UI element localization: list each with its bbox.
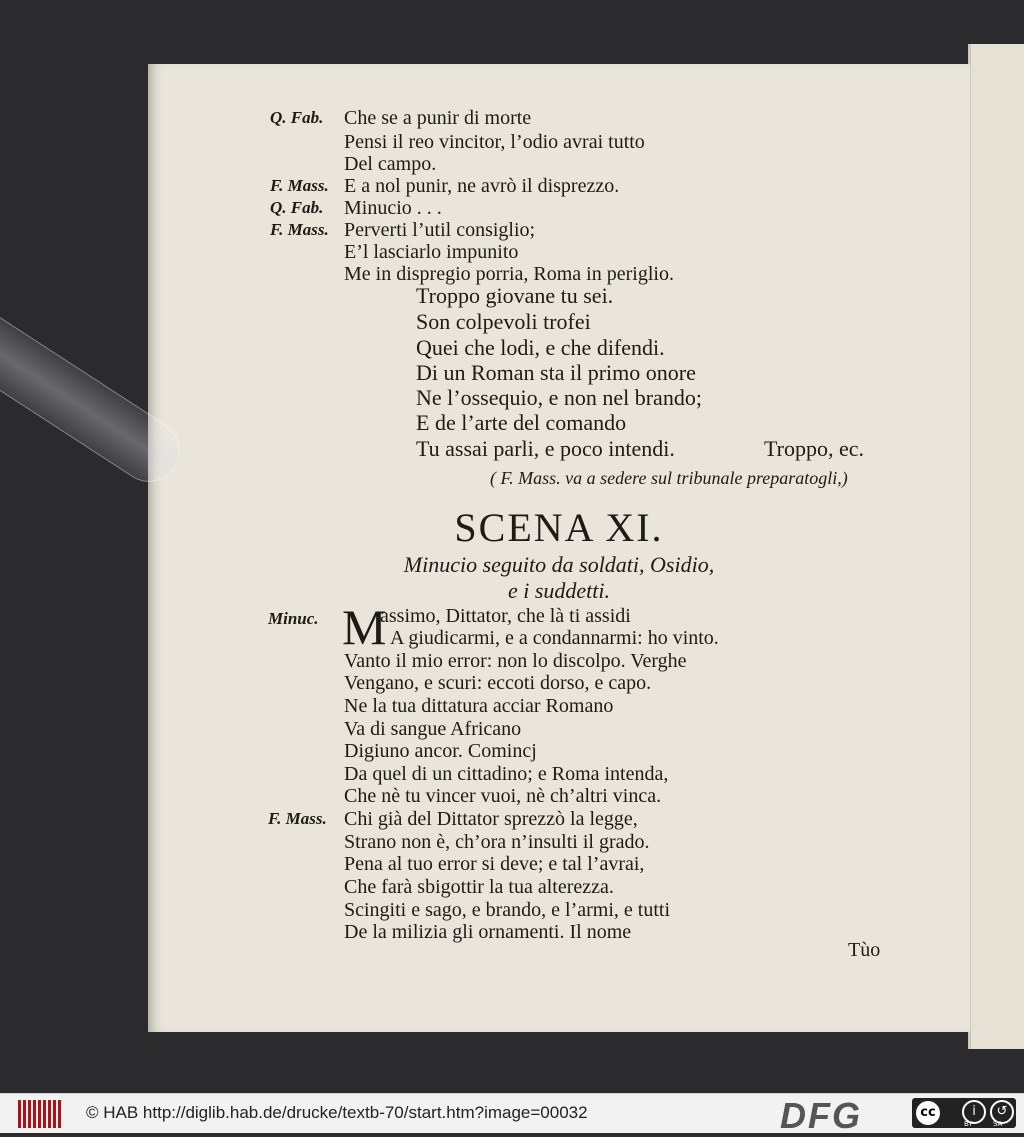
verse-line: Da quel di un cittadino; e Roma intenda, [344, 763, 669, 785]
sa-icon: ↺ [990, 1100, 1014, 1124]
verse-line: Perverti l’util consiglio; [344, 219, 536, 241]
verse-line: Ne la tua dittatura acciar Romano [344, 695, 614, 717]
verse-line: Pensi il reo vincitor, l’odio avrai tutto [344, 131, 645, 153]
adjacent-page-edge [968, 44, 1024, 1049]
by-label: BY [964, 1120, 973, 1128]
verse-line: De la milizia gli ornamenti. Il nome [344, 921, 632, 943]
aria-line: Di un Roman sta il primo onore [416, 360, 696, 385]
footer-bar [0, 1093, 1024, 1136]
verse-line: Digiuno ancor. Comincj [344, 740, 537, 762]
catchword: Tùo [848, 939, 881, 961]
speaker-label: Q. Fab. [270, 198, 324, 217]
aria-line: Quei che lodi, e che difendi. [416, 335, 665, 360]
verse-line: Vanto il mio error: non lo discolpo. Verghe [344, 650, 687, 672]
scene-subtitle: Minucio seguito da soldati, Osidio, [403, 552, 715, 577]
aria-line: Son colpevoli trofei [416, 309, 591, 334]
aria-repeat: Troppo, ec. [764, 436, 865, 461]
aria-line: Tu assai parli, e poco intendi. [416, 436, 675, 461]
verse-line: Me in dispregio porria, Roma in periglio. [344, 263, 674, 285]
hab-logo-icon[interactable] [18, 1100, 63, 1128]
sa-label: SA [993, 1120, 1003, 1128]
cc-icon: cc [916, 1101, 940, 1125]
verse-line: Vengano, e scuri: eccoti dorso, e capo. [344, 672, 652, 694]
speaker-label: Q. Fab. [270, 108, 324, 127]
speaker-label: Minuc. [268, 609, 319, 628]
verse-line: Pena al tuo error si deve; e tal l’avrai, [344, 853, 645, 875]
book-page [148, 64, 970, 1032]
verse-line: Che farà sbigottir la tua alterezza. [344, 876, 614, 898]
verse-line: E a nol punir, ne avrò il disprezzo. [344, 175, 620, 197]
scene-title: SCENA XI. [454, 505, 664, 550]
verse-line: E’l lasciarlo impunito [344, 241, 519, 263]
aria-line: E de l’arte del comando [416, 410, 627, 435]
aria-line: Ne l’ossequio, e non nel brando; [416, 385, 702, 410]
page-text [148, 64, 970, 1032]
verse-line: assimo, Dittator, che là ti assidi [380, 605, 631, 627]
verse-line: Del campo. [344, 153, 437, 175]
speaker-label: F. Mass. [268, 809, 327, 828]
speaker-label: F. Mass. [270, 220, 329, 239]
verse-line: Va di sangue Africano [344, 718, 522, 740]
drop-cap: M [342, 599, 387, 655]
verse-line: Minucio . . . [344, 197, 442, 219]
stage-direction: ( F. Mass. va a sedere sul tribunale preparatogli,) [490, 468, 848, 488]
verse-line: A giudicarmi, e a condannarmi: ho vinto. [390, 627, 719, 649]
copyright-link[interactable]: © HAB http://diglib.hab.de/drucke/textb-70/start.htm?image=00032 [86, 1103, 588, 1122]
aria-line: Troppo giovane tu sei. [416, 283, 614, 308]
scene-subtitle: e i suddetti. [507, 578, 611, 603]
cc-license-icon[interactable] [912, 1098, 1016, 1128]
verse-line: Che nè tu vincer vuoi, nè ch’altri vinca. [344, 785, 662, 807]
verse-line: Chi già del Dittator sprezzò la legge, [344, 808, 638, 830]
dfg-logo[interactable]: DFG [780, 1095, 862, 1136]
verse-line: Scingiti e sago, e brando, e l’armi, e tutti [344, 899, 671, 921]
by-icon: i [962, 1100, 986, 1124]
verse-line: Strano non è, ch’ora n’insulti il grado. [344, 831, 650, 853]
speaker-label: F. Mass. [270, 176, 329, 195]
verse-line: Che se a punir di morte [344, 107, 532, 129]
